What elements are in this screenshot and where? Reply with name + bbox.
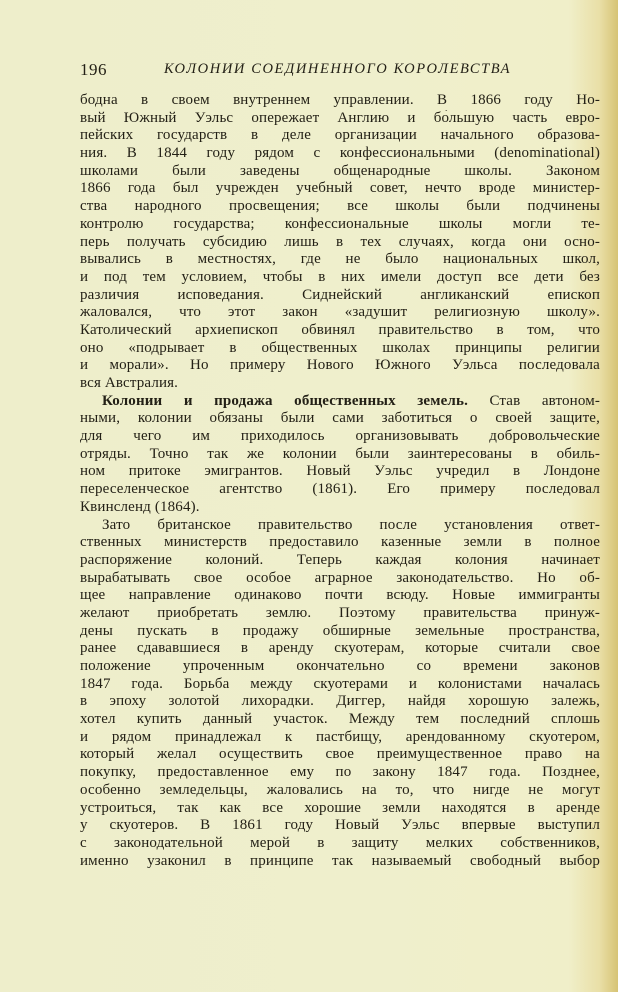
text-line: ранее сдававшиеся в аренду скуотерам, которые считали свое	[80, 640, 600, 657]
text-line: именно узаконил в принципе так называемый свободный выбор	[80, 852, 600, 869]
text-line: положение упроченным окончательно со времени законов	[80, 658, 600, 674]
text-line: бодна в своем внутреннем управлении. В 1866 году Но-	[80, 92, 600, 108]
text-line: жаловался, что этот закон «задушит религиозную школу».	[80, 304, 600, 321]
page-number: 196	[80, 60, 107, 79]
page-body	[80, 92, 600, 870]
text-line: покупку, предоставленное ему по закону 1847 года. Позднее,	[80, 764, 600, 781]
text-line: Зато британское правительство после установления ответ-	[102, 516, 600, 533]
text-line: у скуотеров. В 1861 году Новый Уэльс впервые выступил	[80, 817, 600, 834]
text-line: Католический архиепископ обвинял правительство в том, что	[80, 321, 600, 338]
text-line: щее направление одинаково почти всюду. Новые иммигранты	[80, 587, 600, 604]
text-line: для чего им приходилось организовывать добровольческие	[80, 428, 600, 445]
text-line: ства народного просвещения; все школы были подчинены	[80, 198, 600, 215]
text-line: контролю государства; конфессиональные школы могли те-	[80, 215, 600, 232]
text-line: желают приобретать землю. Поэтому правительства принуж-	[80, 604, 600, 621]
text-line: отряды. Точно так же колонии были заинтересованы в обиль-	[80, 445, 600, 462]
text-line: ном притоке эмигрантов. Новый Уэльс учредил в Лондоне	[80, 463, 600, 480]
text-line: ными, колонии обязаны были сами заботиться о своей защите,	[80, 410, 600, 427]
text-line: и под тем условием, чтобы в них имели доступ все дети без	[80, 268, 600, 285]
text-line: особенно земледельцы, жаловались на то, что нигде не могут	[80, 781, 600, 798]
section-first-line	[80, 393, 600, 411]
text-line: пейских государств в деле организации начального образова-	[80, 127, 600, 144]
text-line: ственных министерств предоставило казенные земли в полное	[80, 534, 600, 551]
text-line: различия исповедания. Сиднейский англиканский епископ	[80, 286, 600, 303]
text-line: Квинсленд (1864).	[80, 498, 200, 515]
text-line: оно «подрывает в общественных школах принципы религии	[80, 339, 600, 356]
text-line: вся Австралия.	[80, 375, 179, 391]
running-title: КОЛОНИИ СОЕДИНЕННОГО КОРОЛЕВСТВА	[164, 61, 512, 77]
text-line: перь получать субсидию лишь в тех случаях, когда они осно-	[80, 233, 600, 250]
section-first-line-text: Став автоном-	[467, 392, 600, 409]
text-line: 1866 года был учрежден учебный совет, нечто вроде министер-	[80, 180, 600, 197]
text-line: который желал осуществить свое преимущественное право на	[80, 746, 600, 763]
page-header	[80, 60, 550, 82]
text-line: устроиться, так как все хорошие земли находятся в аренде	[80, 799, 600, 816]
text-line: и рядом принадлежал к пастбищу, арендованному скуотером,	[80, 728, 600, 745]
section-heading: Колонии и продажа общественных земель.	[102, 392, 468, 409]
text-line: распоряжение колоний. Теперь каждая колония начинает	[80, 551, 600, 568]
text-line: школами были заведены общенародные школы. Законом	[80, 162, 600, 179]
text-line: хотел купить данный участок. Между тем последний сплошь	[80, 711, 600, 728]
text-line: переселенческое агентство (1861). Его примеру последовал	[80, 481, 600, 498]
text-line: в эпоху золотой лихорадки. Диггер, найдя хорошую залежь,	[80, 693, 600, 710]
text-line: вывались в местностях, где не было национальных школ,	[80, 251, 600, 268]
text-line: вырабатывать свое особое аграрное законодательство. Но об-	[80, 569, 600, 586]
text-line: дены пускать в продажу обширные земельные пространства,	[80, 622, 600, 639]
text-line: ния. В 1844 году рядом с конфессиональными (denominational)	[80, 145, 600, 162]
text-line: вый Южный Уэльс опережает Англию и бо́льшую часть евро-	[80, 109, 600, 126]
text-line: с законодательной мерой в защиту мелких собственников,	[80, 834, 600, 851]
text-line: и морали». Но примеру Нового Южного Уэльса последовала	[80, 357, 600, 374]
text-line: 1847 года. Борьба между скуотерами и колонистами началась	[80, 675, 600, 692]
